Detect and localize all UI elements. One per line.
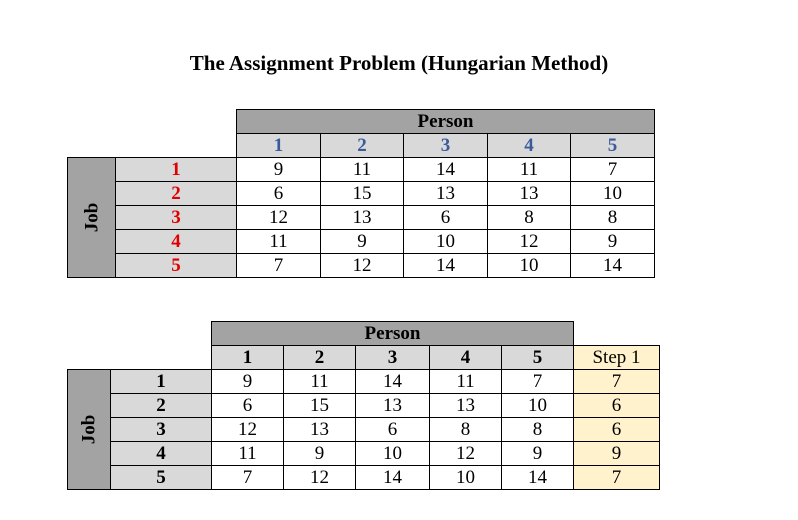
cost-cell: 9	[321, 230, 404, 254]
job-label: Job	[78, 414, 100, 445]
cost-cell: 11	[284, 370, 356, 394]
person-column-3: 3	[356, 346, 430, 370]
cost-cell: 14	[571, 254, 655, 278]
step-min-value: 9	[574, 442, 660, 466]
cost-cell: 15	[321, 182, 404, 206]
cost-cell: 15	[284, 394, 356, 418]
cost-cell: 10	[430, 466, 502, 490]
cost-cell: 12	[321, 254, 404, 278]
table-row	[68, 230, 655, 254]
cost-cell: 7	[237, 254, 321, 278]
cost-cell: 7	[571, 158, 655, 182]
cost-cell: 7	[502, 370, 574, 394]
person-column-1: 1	[212, 346, 284, 370]
cost-cell: 12	[212, 418, 284, 442]
table-row	[68, 466, 660, 490]
cost-cell: 12	[488, 230, 571, 254]
cost-cell: 8	[571, 206, 655, 230]
cost-cell: 7	[212, 466, 284, 490]
step-column-header: Step 1	[574, 346, 660, 370]
cost-cell: 10	[502, 394, 574, 418]
table-row	[68, 394, 660, 418]
cost-cell: 11	[212, 442, 284, 466]
cost-cell: 6	[404, 206, 488, 230]
table-row	[68, 206, 655, 230]
spacer	[68, 110, 237, 134]
cost-cell: 13	[404, 182, 488, 206]
spacer	[68, 134, 237, 158]
cost-cell: 11	[488, 158, 571, 182]
cost-cell: 13	[356, 394, 430, 418]
job-row-label: 4	[111, 442, 212, 466]
cost-cell: 11	[321, 158, 404, 182]
cost-cell: 11	[430, 370, 502, 394]
cost-cell: 8	[430, 418, 502, 442]
cost-cell: 10	[571, 182, 655, 206]
job-row-label: 4	[116, 230, 237, 254]
cost-cell: 9	[212, 370, 284, 394]
cost-cell: 12	[430, 442, 502, 466]
spacer	[68, 346, 212, 370]
person-column-5: 5	[502, 346, 574, 370]
table-row	[68, 182, 655, 206]
table-row	[68, 370, 660, 394]
job-row-label: 1	[111, 370, 212, 394]
person-column-3: 3	[404, 134, 488, 158]
job-row-label: 2	[116, 182, 237, 206]
person-column-5: 5	[571, 134, 655, 158]
person-column-4: 4	[488, 134, 571, 158]
cost-cell: 14	[404, 254, 488, 278]
cost-cell: 14	[356, 466, 430, 490]
table-row	[68, 442, 660, 466]
job-band-header	[68, 370, 111, 490]
job-row-label: 5	[116, 254, 237, 278]
person-column-2: 2	[321, 134, 404, 158]
cost-cell: 12	[284, 466, 356, 490]
table-row	[68, 254, 655, 278]
cost-cell: 14	[502, 466, 574, 490]
job-row-label: 5	[111, 466, 212, 490]
cost-cell: 9	[502, 442, 574, 466]
cost-cell: 13	[430, 394, 502, 418]
table-row	[68, 418, 660, 442]
step-min-value: 7	[574, 466, 660, 490]
job-label: Job	[80, 202, 102, 233]
cost-cell: 10	[404, 230, 488, 254]
table-row	[68, 158, 655, 182]
cost-cell: 14	[404, 158, 488, 182]
job-row-label: 1	[116, 158, 237, 182]
person-band-header: Person	[237, 110, 655, 134]
cost-cell: 6	[212, 394, 284, 418]
step-min-value: 6	[574, 394, 660, 418]
page-title: The Assignment Problem (Hungarian Method)	[189, 51, 609, 75]
cost-cell: 8	[502, 418, 574, 442]
job-row-label: 3	[111, 418, 212, 442]
person-column-4: 4	[430, 346, 502, 370]
cost-cell: 6	[356, 418, 430, 442]
step-min-value: 6	[574, 418, 660, 442]
cost-matrix-step1	[67, 321, 660, 490]
job-row-label: 2	[111, 394, 212, 418]
cost-cell: 13	[488, 182, 571, 206]
step-min-value: 7	[574, 370, 660, 394]
cost-cell: 9	[571, 230, 655, 254]
person-column-2: 2	[284, 346, 356, 370]
cost-matrix-original	[67, 109, 655, 278]
job-band-header	[68, 158, 116, 278]
cost-cell: 12	[237, 206, 321, 230]
person-column-1: 1	[237, 134, 321, 158]
cost-cell: 9	[284, 442, 356, 466]
job-row-label: 3	[116, 206, 237, 230]
cost-cell: 13	[284, 418, 356, 442]
cost-cell: 10	[488, 254, 571, 278]
cost-cell: 13	[321, 206, 404, 230]
cost-cell: 6	[237, 182, 321, 206]
cost-cell: 9	[237, 158, 321, 182]
cost-cell: 14	[356, 370, 430, 394]
spacer	[574, 322, 660, 346]
cost-cell: 11	[237, 230, 321, 254]
cost-cell: 8	[488, 206, 571, 230]
cost-cell: 10	[356, 442, 430, 466]
spacer	[68, 322, 212, 346]
person-band-header: Person	[212, 322, 574, 346]
